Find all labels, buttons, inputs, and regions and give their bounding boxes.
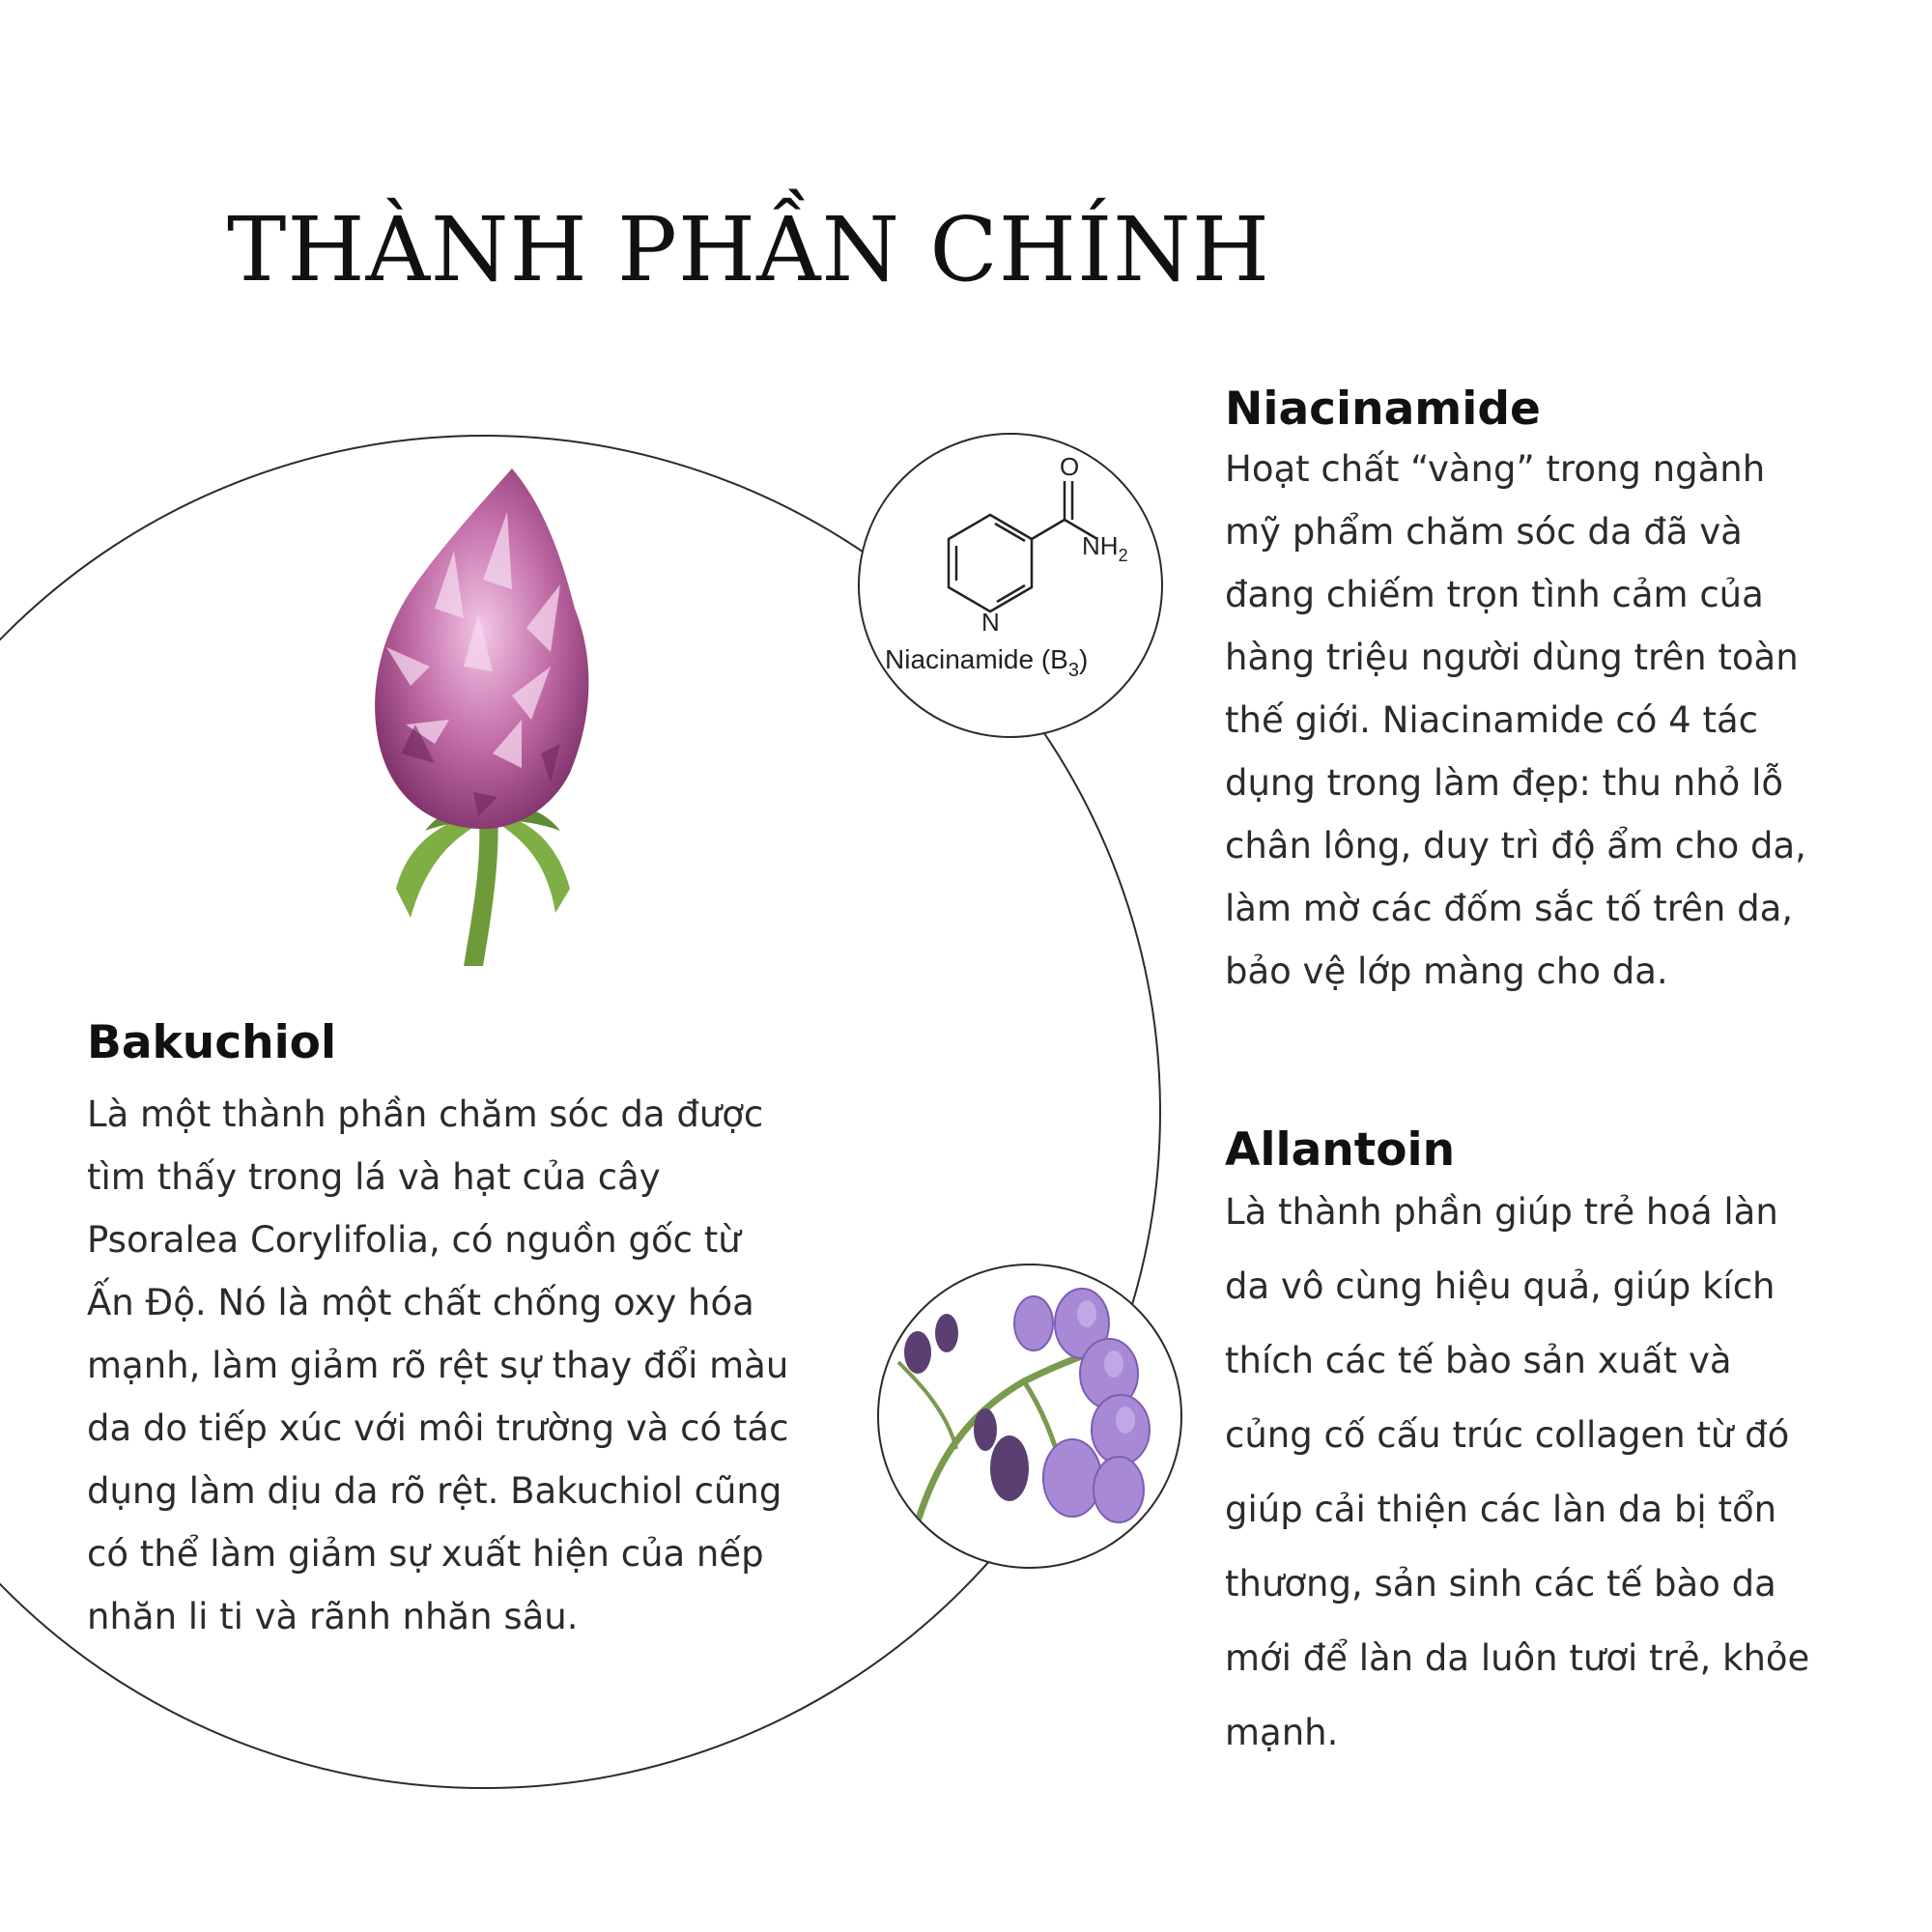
description-line: chân lông, duy trì độ ẩm cho da, [1225, 825, 1806, 867]
allantoin-heading: Allantoin [1225, 1123, 1456, 1177]
nh-subscript: 2 [1118, 546, 1128, 565]
bakuchiol-heading: Bakuchiol [87, 1016, 337, 1069]
description-line: củng cố cấu trúc collagen từ đó [1225, 1414, 1790, 1456]
description-line: hàng triệu người dùng trên toàn [1225, 637, 1799, 678]
bakuchiol-description [87, 1083, 879, 1648]
comfrey-flower-image [879, 1265, 1180, 1567]
description-line: mạnh, làm giảm rõ rệt sự thay đổi màu [87, 1345, 789, 1386]
description-line: da vô cùng hiệu quả, giúp kích [1225, 1265, 1776, 1307]
description-line: Là thành phần giúp trẻ hoá làn [1225, 1191, 1778, 1233]
niacinamide-description [1225, 438, 1882, 1003]
niacinamide-structure-circle [858, 433, 1163, 738]
description-line: có thể làm giảm sự xuất hiện của nếp [87, 1533, 764, 1575]
description-line: nhăn li ti và rãnh nhăn sâu. [87, 1596, 579, 1637]
description-line: bảo vệ lớp màng cho da. [1225, 951, 1668, 992]
page-title: THÀNH PHẦN CHÍNH [227, 198, 1271, 301]
niacinamide-heading: Niacinamide [1225, 383, 1541, 436]
description-line: thế giới. Niacinamide có 4 tác [1225, 699, 1758, 741]
amide-group-label [1082, 531, 1128, 565]
niacinamide-section [1225, 383, 1882, 1003]
description-line: Ấn Độ. Nó là một chất chống oxy hóa [87, 1282, 754, 1323]
description-line: thích các tế bào sản xuất và [1225, 1340, 1732, 1381]
niacinamide-structure-icon [860, 435, 1161, 736]
description-line: tìm thấy trong lá và hạt của cây [87, 1156, 661, 1198]
description-line: dụng trong làm đẹp: thu nhỏ lỗ [1225, 762, 1783, 804]
description-line: mới để làn da luôn tươi trẻ, khỏe [1225, 1637, 1810, 1679]
description-line: Là một thành phần chăm sóc da được [87, 1094, 764, 1135]
description-line: thương, sản sinh các tế bào da [1225, 1563, 1776, 1605]
description-line: đang chiếm trọn tình cảm của [1225, 574, 1764, 615]
nitrogen-atom-label: N [981, 608, 1000, 637]
description-line: làm mờ các đốm sắc tố trên da, [1225, 888, 1794, 929]
description-line: mỹ phẩm chăm sóc da đã và [1225, 511, 1743, 553]
description-line: mạnh. [1225, 1712, 1339, 1753]
description-line: Psoralea Corylifolia, có nguồn gốc từ [87, 1219, 741, 1261]
allantoin-description [1225, 1175, 1882, 1770]
molecule-caption-subscript: 3 [1067, 660, 1079, 681]
molecule-caption [885, 644, 1088, 681]
nh-label: NH [1082, 531, 1119, 560]
comfrey-flower-circle [877, 1264, 1182, 1569]
description-line: giúp cải thiện các làn da bị tổn [1225, 1489, 1777, 1530]
oxygen-atom-label: O [1060, 452, 1080, 481]
red-clover-image [319, 464, 647, 976]
description-line: Hoạt chất “vàng” trong ngành [1225, 448, 1766, 490]
allantoin-section [1225, 1123, 1882, 1770]
bakuchiol-section [87, 1016, 879, 1648]
description-line: dụng làm dịu da rõ rệt. Bakuchiol cũng [87, 1470, 782, 1512]
molecule-caption-close: ) [1078, 644, 1089, 674]
molecule-caption-main: Niacinamide (B [885, 644, 1068, 674]
description-line: da do tiếp xúc với môi trường và có tác [87, 1407, 789, 1449]
